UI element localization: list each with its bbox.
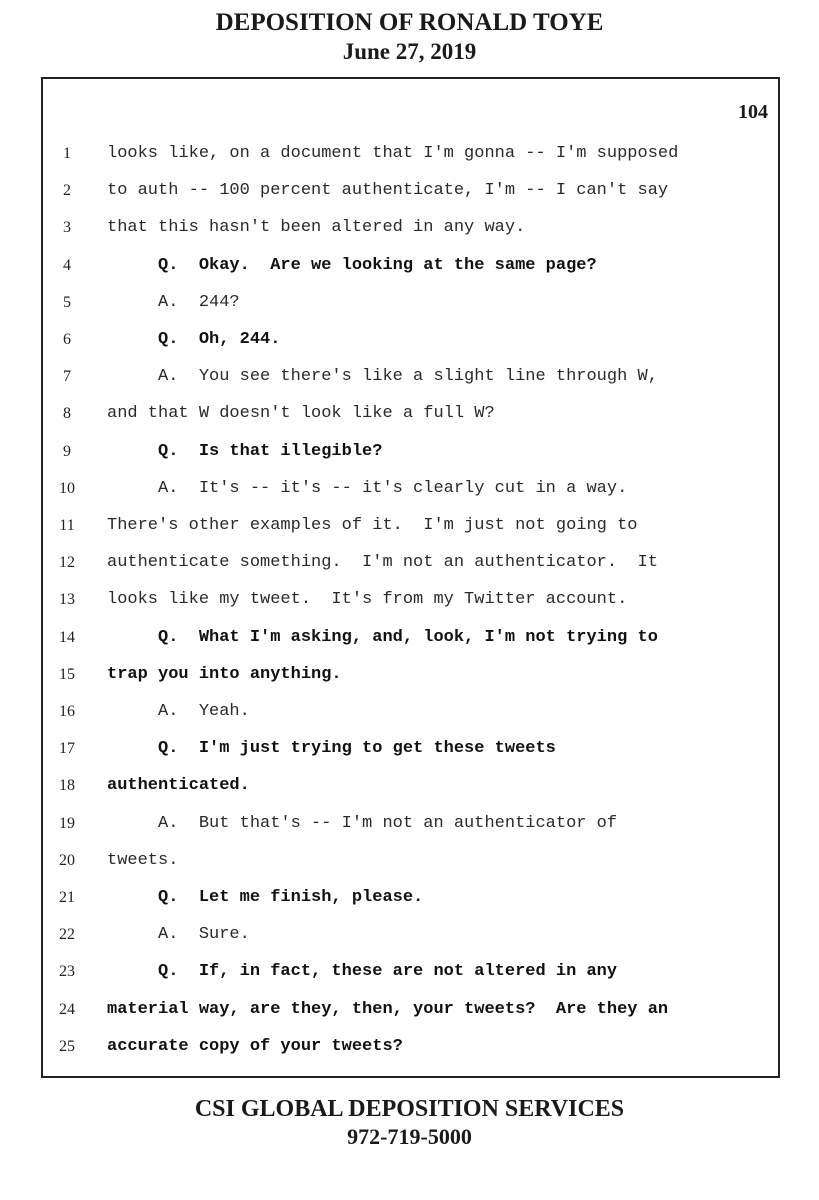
transcript-line <box>43 991 778 1028</box>
transcript-line <box>43 916 778 953</box>
transcript-page <box>41 77 780 1078</box>
line-number: 10 <box>59 479 75 497</box>
line-number: 4 <box>63 256 71 274</box>
line-number: 19 <box>59 814 75 832</box>
transcript-line <box>43 470 778 507</box>
answer-text: A. It's -- it's -- it's clearly cut in a way. <box>107 478 628 498</box>
line-number: 2 <box>63 182 71 200</box>
question-text: Q. Is that illegible? <box>107 441 383 461</box>
transcript-line <box>43 656 778 693</box>
transcript-line <box>43 395 778 432</box>
line-number: 5 <box>63 293 71 311</box>
question-text: Q. I'm just trying to get these tweets <box>107 739 556 759</box>
line-number: 8 <box>63 405 71 423</box>
transcript-line <box>43 358 778 395</box>
question-text: accurate copy of your tweets? <box>107 1036 403 1056</box>
transcript-line <box>43 842 778 879</box>
answer-text: A. Yeah. <box>107 702 250 721</box>
answer-text: A. You see there's like a slight line through W, <box>107 367 658 387</box>
transcript-line <box>43 321 778 358</box>
line-number: 16 <box>59 703 75 720</box>
transcript-line <box>43 247 778 284</box>
question-text: Q. Okay. Are we looking at the same page? <box>107 255 597 275</box>
answer-text: to auth -- 100 percent authenticate, I'm -- I can't say <box>107 181 669 201</box>
line-number: 22 <box>59 926 75 944</box>
transcript-line <box>43 730 778 767</box>
question-text: trap you into anything. <box>107 664 342 684</box>
transcript-line <box>43 284 778 321</box>
line-number: 21 <box>59 889 75 906</box>
answer-text: A. 244? <box>107 292 240 312</box>
transcript-line <box>43 767 778 804</box>
transcript-line <box>43 619 778 656</box>
reporting-company: CSI GLOBAL DEPOSITION SERVICES <box>194 1096 625 1122</box>
line-number: 24 <box>59 1000 75 1018</box>
page-number: 104 <box>738 101 768 123</box>
line-number: 15 <box>59 665 75 683</box>
question-text: material way, are they, then, your tweets? Are they an <box>107 999 669 1019</box>
line-number: 23 <box>59 963 75 981</box>
transcript-line <box>43 433 778 470</box>
deposition-date: June 27, 2019 <box>342 39 477 64</box>
line-number: 11 <box>59 517 75 534</box>
line-number: 25 <box>59 1037 75 1055</box>
transcript-line <box>43 581 778 618</box>
line-number: 14 <box>59 628 75 646</box>
company-phone: 972-719-5000 <box>347 1124 472 1149</box>
line-number: 6 <box>63 331 71 348</box>
transcript-line <box>43 953 778 990</box>
answer-text: that this hasn't been altered in any way. <box>107 218 526 238</box>
line-number: 13 <box>59 591 75 609</box>
transcript-line <box>43 693 778 730</box>
answer-text: tweets. <box>107 850 179 870</box>
line-number: 9 <box>63 442 71 460</box>
line-number: 3 <box>63 219 71 237</box>
transcript-line <box>43 544 778 581</box>
transcript-line <box>43 135 778 172</box>
answer-text: and that W doesn't look like a full W? <box>107 404 495 424</box>
transcript-line <box>43 805 778 842</box>
deposition-title: DEPOSITION OF RONALD TOYE <box>215 9 604 36</box>
answer-text: authenticate something. I'm not an authenticator. It <box>107 553 658 573</box>
transcript-line <box>43 507 778 544</box>
document-header <box>0 8 819 66</box>
answer-text: A. Sure. <box>107 925 250 945</box>
question-text: Q. If, in fact, these are not altered in any <box>107 962 618 982</box>
question-text: Q. What I'm asking, and, look, I'm not trying to <box>107 627 658 647</box>
line-number: 20 <box>59 851 75 869</box>
question-text: authenticated. <box>107 776 250 796</box>
line-number: 12 <box>59 554 75 572</box>
transcript-line <box>43 209 778 246</box>
question-text: Q. Let me finish, please. <box>107 888 424 907</box>
document-footer <box>0 1095 819 1151</box>
line-number: 17 <box>59 740 75 758</box>
transcript-line <box>43 172 778 209</box>
question-text: Q. Oh, 244. <box>107 330 281 349</box>
answer-text: A. But that's -- I'm not an authenticator of <box>107 813 618 833</box>
answer-text: looks like, on a document that I'm gonna -- I'm supposed <box>107 144 679 163</box>
transcript-line <box>43 1028 778 1065</box>
transcript-line <box>43 879 778 916</box>
line-number: 18 <box>59 777 75 795</box>
line-number: 7 <box>63 368 71 386</box>
answer-text: There's other examples of it. I'm just not going to <box>107 516 638 535</box>
line-number: 1 <box>63 145 71 162</box>
answer-text: looks like my tweet. It's from my Twitter account. <box>107 590 628 610</box>
